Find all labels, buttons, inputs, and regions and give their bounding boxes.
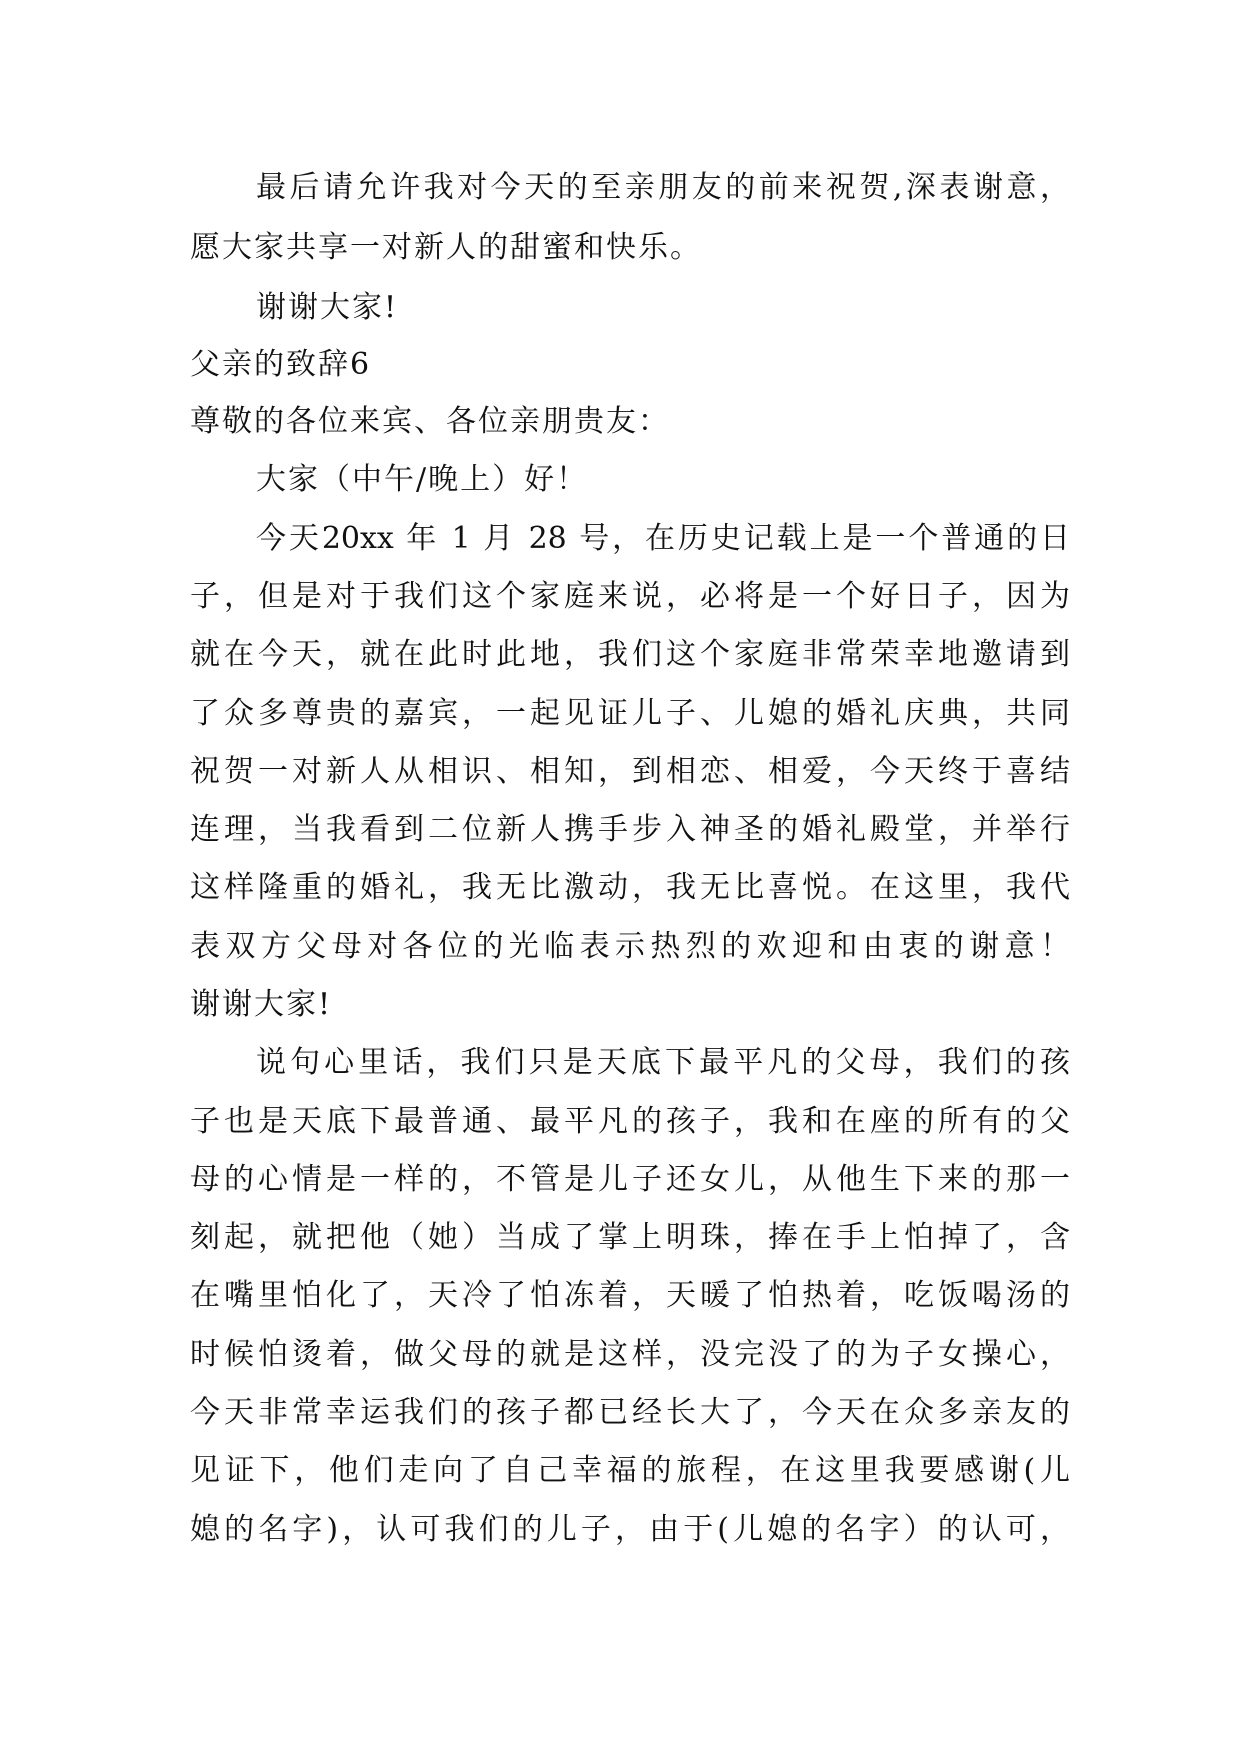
paragraph-line: 愿大家共享一对新人的甜蜜和快乐。 [190,230,702,265]
paragraph-line: 时候怕烫着，做父母的就是这样，没完没了的为子女操心， [190,1337,1070,1372]
paragraph-line: 今天20xx 年 1 月 28 号，在历史记载上是一个普通的日 [256,521,1070,556]
paragraph-line: 今天非常幸运我们的孩子都已经长大了，今天在众多亲友的 [190,1395,1070,1430]
paragraph-line: 媳的名字)，认可我们的儿子，由于(儿媳的名字）的认可， [190,1512,1070,1547]
paragraph-line: 最后请允许我对今天的至亲朋友的前来祝贺,深表谢意， [256,170,1070,205]
paragraph-line: 说句心里话，我们只是天底下最平凡的父母，我们的孩 [256,1045,1070,1080]
greeting-line: 大家（中午/晚上）好！ [256,462,589,497]
paragraph-line: 谢谢大家! [256,290,399,325]
paragraph-line: 子，但是对于我们这个家庭来说，必将是一个好日子，因为 [190,579,1070,614]
paragraph-line: 在嘴里怕化了，天冷了怕冻着，天暖了怕热着，吃饭喝汤的 [190,1278,1070,1313]
paragraph-line: 了众多尊贵的嘉宾，一起见证儿子、儿媳的婚礼庆典，共同 [190,696,1070,731]
paragraph-line: 谢谢大家! [190,987,333,1022]
paragraph-line: 这样隆重的婚礼，我无比激动，我无比喜悦。在这里，我代 [190,870,1070,905]
paragraph-line: 母的心情是一样的，不管是儿子还女儿，从他生下来的那一 [190,1162,1070,1197]
section-heading: 父亲的致辞6 [190,347,372,382]
paragraph-line: 子也是天底下最普通、最平凡的孩子，我和在座的所有的父 [190,1104,1070,1139]
paragraph-line: 表双方父母对各位的光临表示热烈的欢迎和由衷的谢意！ [190,929,1070,964]
paragraph-line: 连理，当我看到二位新人携手步入神圣的婚礼殿堂，并举行 [190,812,1070,847]
paragraph-line: 刻起，就把他（她）当成了掌上明珠，捧在手上怕掉了，含 [190,1220,1070,1255]
paragraph-line: 就在今天，就在此时此地，我们这个家庭非常荣幸地邀请到 [190,637,1070,672]
paragraph-line: 见证下，他们走向了自己幸福的旅程，在这里我要感谢(儿 [190,1453,1070,1488]
salutation: 尊敬的各位来宾、各位亲朋贵友： [190,404,670,439]
paragraph-line: 祝贺一对新人从相识、相知，到相恋、相爱，今天终于喜结 [190,754,1070,789]
